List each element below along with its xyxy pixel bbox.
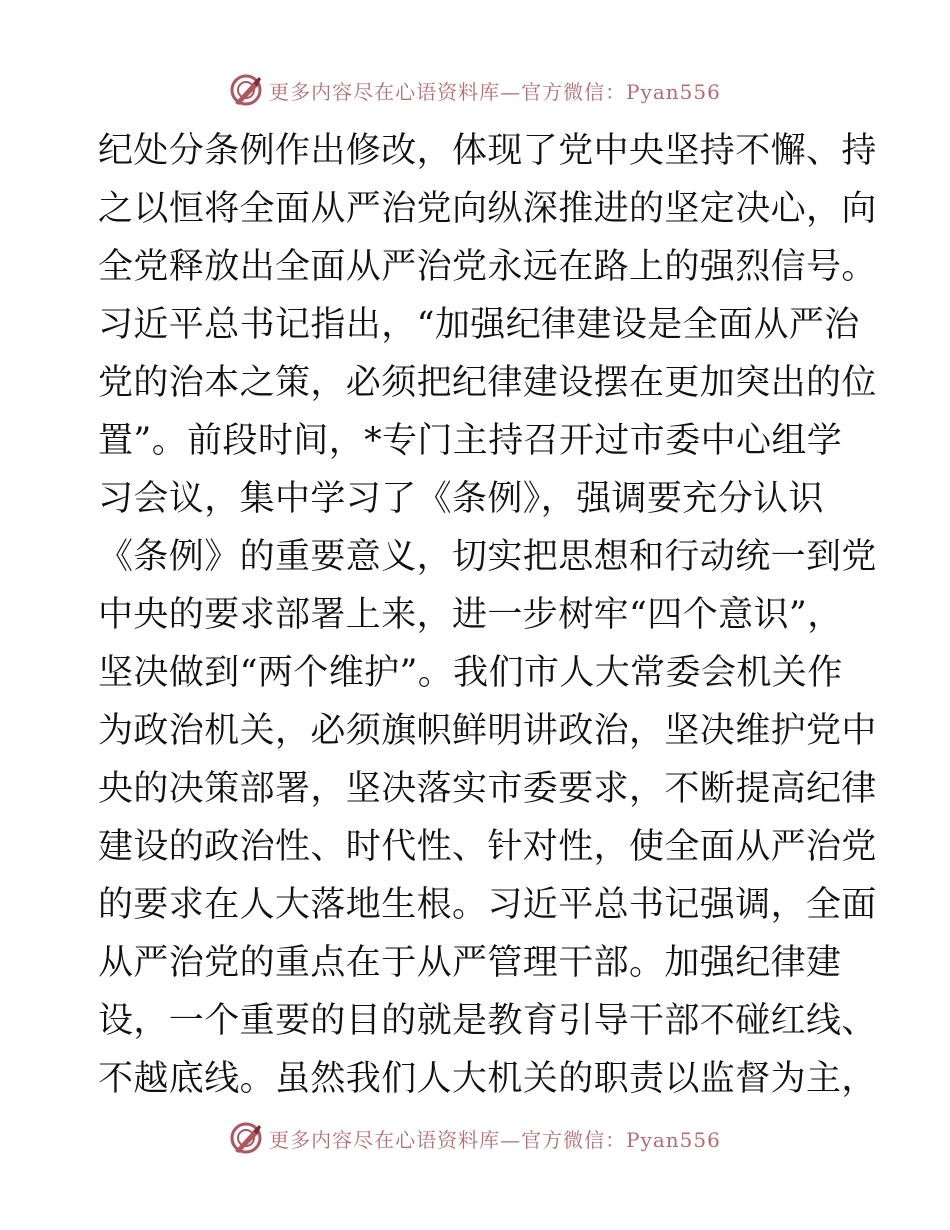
text-line: 从严治党的重点在于从严管理干部。加强纪律建 bbox=[98, 943, 842, 983]
footer-watermark bbox=[0, 1118, 950, 1158]
text-line: 央的决策部署，坚决落实市委要求，不断提高纪律 bbox=[98, 769, 877, 809]
text-line: 中央的要求部署上来，进一步树牢“四个意识”， bbox=[98, 595, 843, 635]
text-line: 习会议，集中学习了《条例》，强调要充分认识 bbox=[98, 479, 824, 519]
text-line: 不越底线。虽然我们人大机关的职责以监督为主， bbox=[98, 1059, 877, 1099]
text-line: 纪处分条例作出修改，体现了党中央坚持不懈、持 bbox=[98, 131, 877, 171]
text-line: 的要求在人大落地生根。习近平总书记强调，全面 bbox=[98, 885, 877, 925]
footer-watermark-text: 更多内容尽在心语资料库—官方微信：Pyan556 bbox=[269, 1127, 721, 1152]
body-text bbox=[98, 122, 877, 1108]
text-line: 设，一个重要的目的就是教育引导干部不碰红线、 bbox=[98, 1001, 877, 1041]
text-line: 习近平总书记指出，“加强纪律建设是全面从严治 bbox=[98, 305, 860, 345]
pen-logo-icon bbox=[229, 73, 263, 107]
text-line: 全党释放出全面从严治党永远在路上的强烈信号。 bbox=[98, 247, 877, 287]
text-line: 为政治机关，必须旗帜鲜明讲政治，坚决维护党中 bbox=[98, 711, 877, 751]
header-watermark-text: 更多内容尽在心语资料库—官方微信：Pyan556 bbox=[269, 79, 721, 104]
text-line: 建设的政治性、时代性、针对性，使全面从严治党 bbox=[98, 827, 877, 867]
pen-logo-icon bbox=[229, 1121, 263, 1155]
text-line: 党的治本之策，必须把纪律建设摆在更加突出的位 bbox=[98, 363, 877, 403]
text-line: 置”。前段时间，*专门主持召开过市委中心组学 bbox=[98, 421, 843, 461]
text-line: 之以恒将全面从严治党向纵深推进的坚定决心，向 bbox=[98, 189, 877, 229]
text-line: 《条例》的重要意义，切实把思想和行动统一到党 bbox=[98, 537, 877, 577]
text-line: 坚决做到“两个维护”。我们市人大常委会机关作 bbox=[98, 653, 843, 693]
header-watermark bbox=[0, 70, 950, 110]
